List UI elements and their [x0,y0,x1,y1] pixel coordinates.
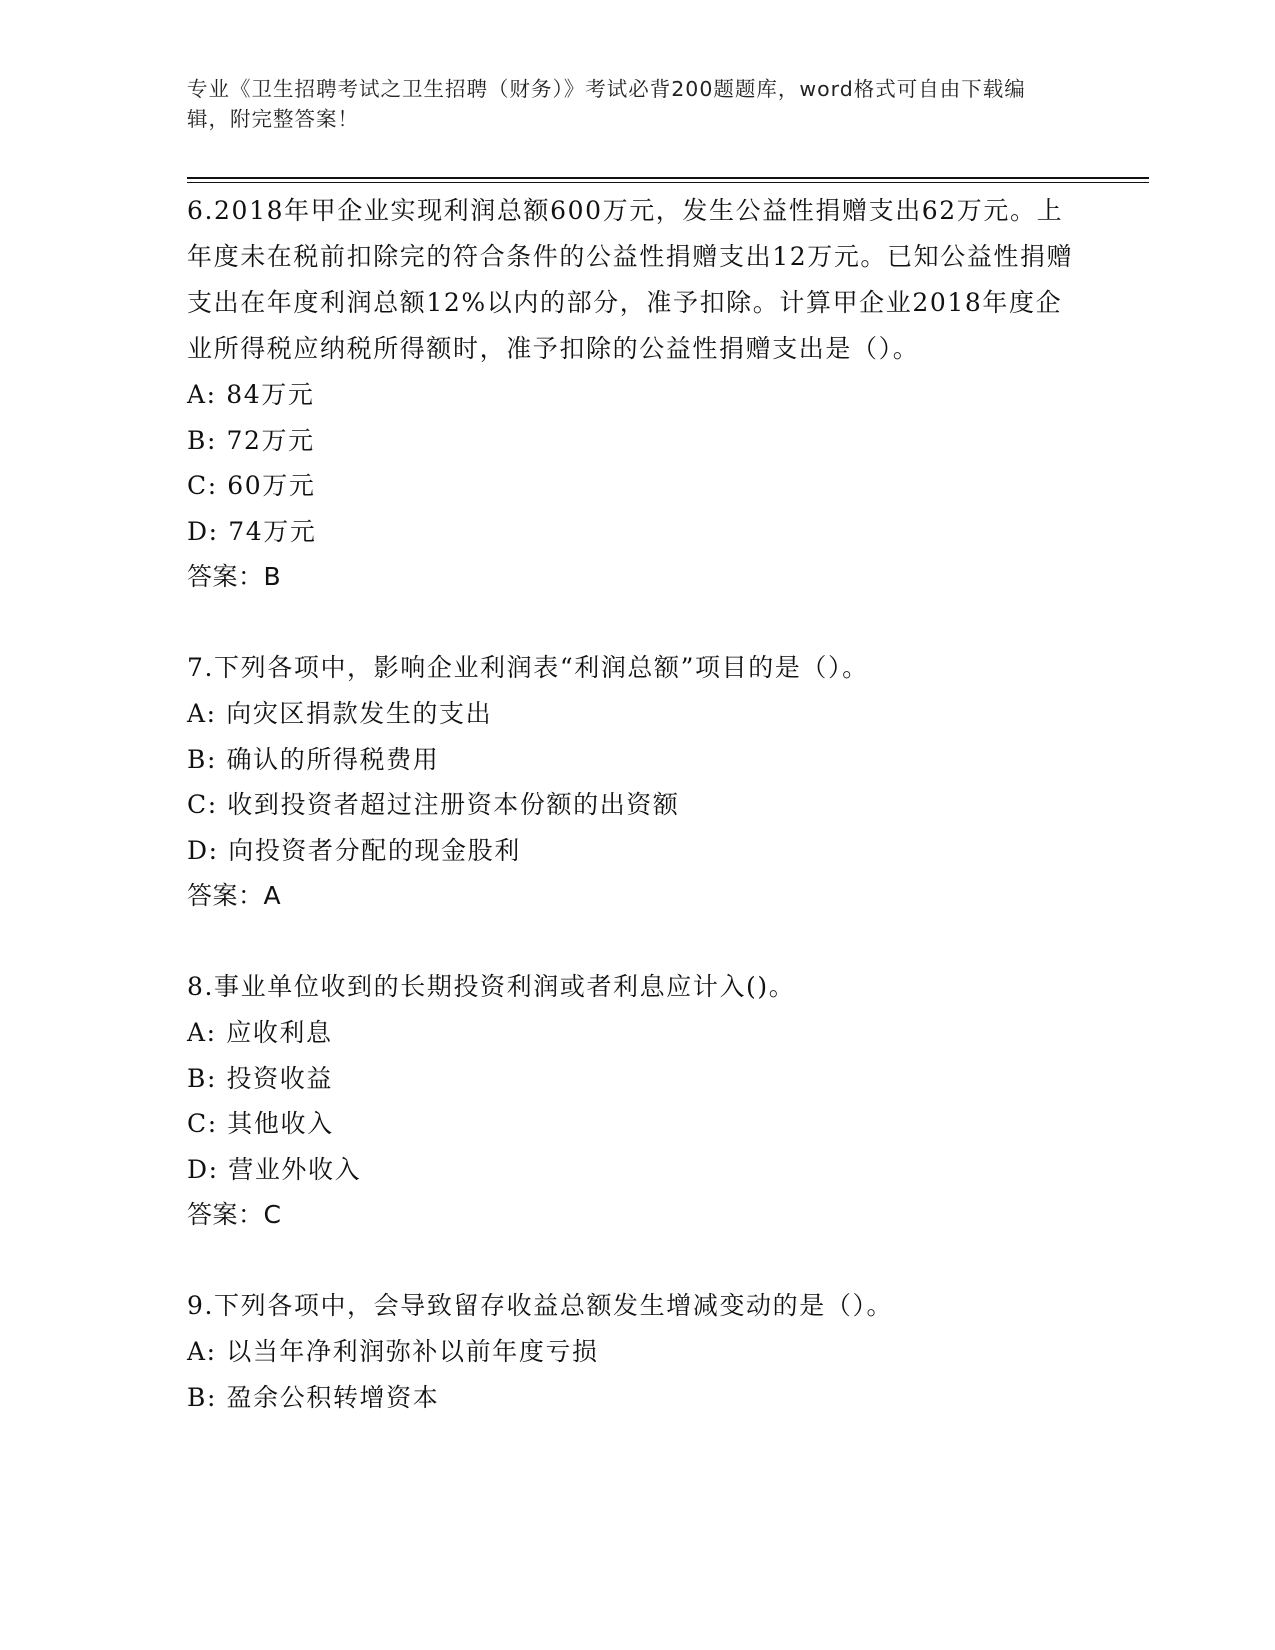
header-divider-thin [187,182,1149,183]
option-a: A: 应收利息 [187,1018,333,1047]
question-9 [187,1283,1087,1420]
option-c: C: 其他收入 [187,1109,334,1138]
question-stem: 7.下列各项中，影响企业利润表“利润总额”项目的是（）。 [187,653,869,682]
question-stem: 8.事业单位收到的长期投资利润或者利息应计入()。 [187,972,796,1001]
option-a: A: 向灾区捐款发生的支出 [187,699,493,728]
answer-line: 答案：B [187,562,282,591]
option-c: C: 60万元 [187,471,316,500]
question-stem: 9.下列各项中，会导致留存收益总额发生增减变动的是（）。 [187,1291,894,1320]
question-7 [187,645,1087,919]
question-8 [187,964,1087,1238]
option-a: A: 以当年净利润弥补以前年度亏损 [187,1337,599,1366]
question-6 [187,188,1087,600]
question-stem: 6.2018年甲企业实现利润总额600万元，发生公益性捐赠支出62万元。上年度未在税前扣除完的符合条件的公益性捐赠支出12万元。已知公益性捐赠支出在年度利润总额12%以内的部分，准予扣除。计算甲企业2018年度企业所得税应纳税所得额时，准予扣除的公益性捐赠支出是（）。 [187,196,1074,363]
option-d: D: 74万元 [187,516,317,546]
option-b: B: 72万元 [187,425,315,455]
option-b: B: 盈余公积转增资本 [187,1382,440,1412]
option-b: B: 确认的所得税费用 [187,744,440,774]
option-c: C: 收到投资者超过注册资本份额的出资额 [187,790,680,819]
option-d: D: 营业外收入 [187,1154,362,1184]
option-b: B: 投资收益 [187,1063,333,1093]
header-divider-thick [187,177,1149,179]
question-list [187,188,1087,1465]
option-a: A: 84万元 [187,380,315,409]
answer-line: 答案：A [187,881,282,910]
answer-line: 答案：C [187,1200,282,1229]
option-d: D: 向投资者分配的现金股利 [187,835,521,865]
document-header: 专业《卫生招聘考试之卫生招聘（财务）》考试必背200题题库，word格式可自由下载编辑，附完整答案！ [187,77,1026,131]
